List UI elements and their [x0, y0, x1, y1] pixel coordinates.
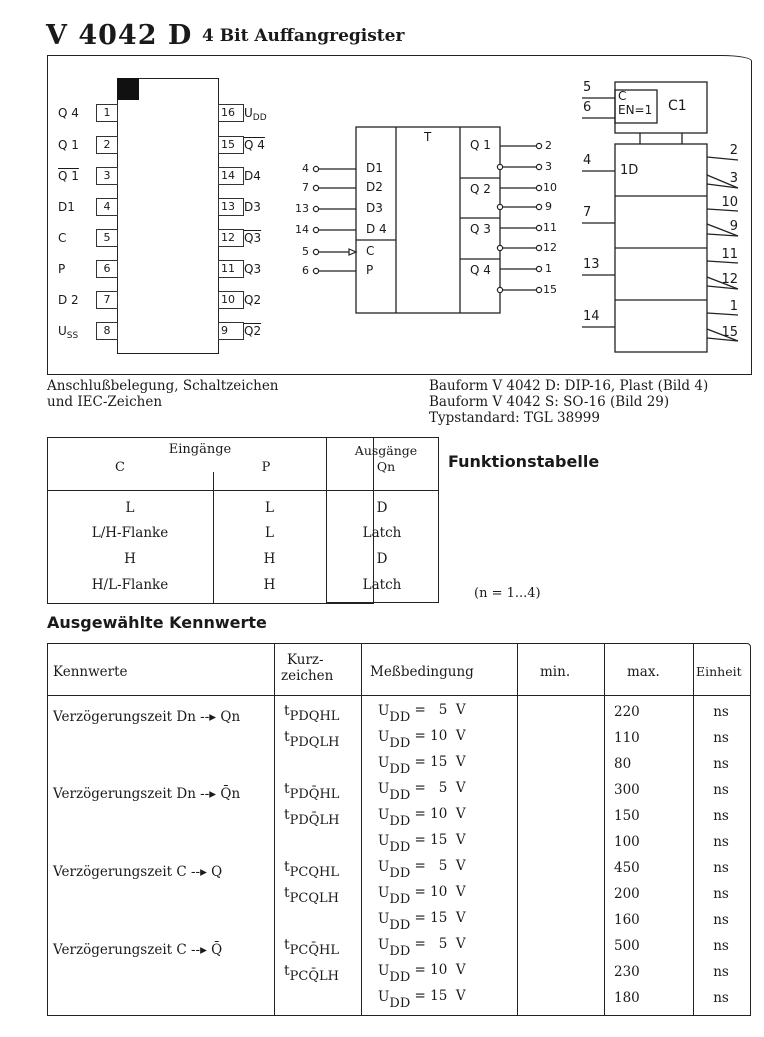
table-divider: [361, 643, 362, 1015]
data-input-pin: 14: [583, 309, 600, 324]
symbol: [284, 937, 339, 958]
cond-sub: DD: [389, 814, 411, 829]
output-label: Q 3: [470, 222, 491, 236]
pin-number: 7: [96, 291, 118, 309]
data-input-pin: 13: [583, 257, 600, 272]
table-divider: [693, 643, 694, 1015]
pin-label: Q 1: [58, 138, 79, 152]
characteristics-title: Ausgewählte Kennwerte: [47, 613, 267, 632]
part-description: 4 Bit Auffangregister: [202, 26, 405, 46]
symbol-sub: PDQHL: [289, 709, 340, 724]
cond-value: = 10 V: [414, 962, 466, 978]
header-min: min.: [540, 664, 571, 680]
symbol: [284, 859, 339, 880]
pin-label: Q2: [244, 293, 262, 307]
unit: ns: [713, 834, 729, 850]
control-block-label: C1: [668, 98, 687, 114]
max-value: 220: [614, 704, 640, 720]
output-pin: 12: [543, 241, 557, 254]
parameter-label: Verzögerungszeit C --▸ Q̄: [53, 942, 223, 958]
symbol-sub: PCQ̄HL: [289, 943, 339, 958]
unit: ns: [713, 912, 729, 928]
max-value: 110: [614, 730, 640, 746]
input-label: D2: [366, 180, 383, 194]
symbol: [284, 885, 339, 906]
cond-sub: DD: [389, 996, 411, 1011]
cond-value: = 10 V: [414, 806, 466, 822]
pin-number: 14: [218, 167, 244, 185]
table-top-border: [326, 437, 438, 438]
pin-label: Q2: [244, 324, 262, 338]
condition: [378, 754, 466, 777]
table-divider: [274, 643, 275, 1015]
cond-sub: DD: [389, 710, 411, 725]
cond-symbol: U: [378, 989, 390, 1005]
cond-symbol: U: [378, 963, 390, 979]
caption-right-line2: Bauform V 4042 S: SO-16 (Bild 29): [429, 394, 670, 410]
cond-value: = 5 V: [414, 780, 466, 796]
symbol-prefix: t: [284, 963, 290, 979]
pin-number: 16: [218, 104, 244, 122]
max-value: 150: [614, 808, 640, 824]
cond-value: = 15 V: [414, 754, 466, 770]
caption-left-line1: Anschlußbelegung, Schaltzeichen: [47, 378, 279, 394]
max-value: 450: [614, 860, 640, 876]
unit: ns: [713, 886, 729, 902]
input-pin: 14: [295, 223, 309, 236]
data-input-pin: 4: [583, 153, 592, 168]
header-max: max.: [627, 664, 660, 680]
symbol-prefix: t: [284, 859, 290, 875]
cond-symbol: U: [378, 729, 390, 745]
parameter-label: Verzögerungszeit Dn --▸ Qn: [53, 709, 241, 725]
cell-c: H: [124, 551, 136, 567]
pin-number: 10: [218, 291, 244, 309]
pin-number: 1: [96, 104, 118, 122]
header-symbol-line1: Kurz-: [287, 652, 324, 668]
pin-label: D4: [244, 169, 261, 183]
condition: [378, 806, 466, 829]
function-table-range-note: (n = 1...4): [474, 586, 541, 601]
cond-sub: DD: [389, 970, 411, 985]
input-label: C: [366, 244, 375, 258]
cond-sub: DD: [389, 866, 411, 881]
caption-right-line1: Bauform V 4042 D: DIP-16, Plast (Bild 4): [429, 378, 709, 394]
output-pin: 15: [543, 283, 557, 296]
symbol: [284, 703, 340, 724]
max-value: 180: [614, 990, 640, 1006]
header-symbol-line2: zeichen: [281, 668, 334, 684]
part-number-title: V 4042 D: [46, 20, 193, 51]
cell-c: H/L-Flanke: [91, 577, 169, 593]
function-table-title: Funktionstabelle: [448, 452, 600, 471]
cell-p: L: [265, 525, 274, 541]
cell-c: L/H-Flanke: [91, 525, 169, 541]
symbol-prefix: t: [284, 729, 290, 745]
parameter-label: Verzögerungszeit C --▸ Q: [53, 864, 223, 880]
symbol-sub: PCQLH: [289, 891, 339, 906]
table-divider: [517, 643, 518, 1015]
data-input-label: 1D: [620, 163, 639, 178]
output-label: Q 2: [470, 182, 491, 196]
unit: ns: [713, 756, 729, 772]
condition: [378, 702, 466, 725]
output-pin: 11: [543, 221, 557, 234]
cell-q: Latch: [362, 525, 402, 541]
iec-symbol-lines: [0, 0, 764, 400]
output-label: Q 4: [470, 263, 491, 277]
unit: ns: [713, 808, 729, 824]
condition: [378, 962, 466, 985]
symbol-prefix: t: [284, 703, 290, 719]
cond-sub: DD: [389, 918, 411, 933]
max-value: 100: [614, 834, 640, 850]
unit: ns: [713, 990, 729, 1006]
symbol-sub: PDQ̄LH: [289, 813, 340, 828]
output-pin: 12: [721, 272, 738, 287]
table-divider: [326, 490, 438, 491]
condition: [378, 988, 466, 1011]
pin-number: 13: [218, 198, 244, 216]
symbol-sub: PDQ̄HL: [289, 787, 340, 802]
header-p: P: [261, 460, 271, 475]
input-pin: 13: [295, 202, 309, 215]
unit: ns: [713, 964, 729, 980]
pin-label: Q 4: [244, 138, 265, 152]
latch-center-label: T: [424, 130, 432, 144]
condition: [378, 884, 466, 907]
unit: ns: [713, 860, 729, 876]
pin-label-sub: DD: [252, 113, 267, 123]
cond-sub: DD: [389, 944, 411, 959]
max-value: 500: [614, 938, 640, 954]
output-label: Q 1: [470, 138, 491, 152]
table-divider: [47, 490, 373, 491]
condition: [378, 728, 466, 751]
max-value: 300: [614, 782, 640, 798]
pin-label: D1: [58, 200, 75, 214]
input-label: P: [366, 263, 374, 277]
symbol: [284, 807, 340, 828]
pin-number: 3: [96, 167, 118, 185]
parameter-label: Verzögerungszeit Dn --▸ Q̄n: [53, 786, 241, 802]
cond-sub: DD: [389, 892, 411, 907]
condition: [378, 936, 466, 959]
cond-value: = 5 V: [414, 936, 466, 952]
cond-symbol: U: [378, 885, 390, 901]
unit: ns: [713, 938, 729, 954]
pin-label: Q 1: [58, 169, 79, 183]
input-label: D 4: [366, 222, 387, 236]
cond-value: = 15 V: [414, 910, 466, 926]
pin-label: Q 4: [58, 106, 79, 120]
symbol-prefix: t: [284, 937, 290, 953]
cond-sub: DD: [389, 736, 411, 751]
enable-input-label: EN=1: [618, 103, 653, 117]
cond-value: = 5 V: [414, 858, 466, 874]
pin-label: D 2: [58, 293, 79, 307]
max-value: 230: [614, 964, 640, 980]
symbol-sub: PDQLH: [289, 735, 340, 750]
max-value: 80: [614, 756, 632, 772]
header-unit: Einheit: [696, 664, 742, 679]
cond-sub: DD: [389, 762, 411, 777]
cell-q: Latch: [362, 577, 402, 593]
data-input-pin: 7: [583, 205, 592, 220]
header-condition: Meßbedingung: [370, 664, 474, 680]
pin-label: P: [58, 262, 66, 276]
cond-symbol: U: [378, 937, 390, 953]
input-label: D1: [366, 161, 383, 175]
table-divider: [604, 643, 605, 1015]
header-outputs: Ausgänge: [354, 443, 418, 458]
caption-right-line3: Typstandard: TGL 38999: [429, 410, 600, 426]
output-pin: 10: [543, 181, 557, 194]
cond-value: = 10 V: [414, 728, 466, 744]
unit: ns: [713, 782, 729, 798]
output-pin: 11: [721, 247, 738, 262]
cond-value: = 10 V: [414, 884, 466, 900]
symbol-prefix: t: [284, 781, 290, 797]
caption-left-line2: und IEC-Zeichen: [47, 394, 163, 410]
condition: [378, 858, 466, 881]
clock-input-label: C: [618, 89, 627, 103]
cond-value: = 15 V: [414, 832, 466, 848]
symbol: [284, 729, 340, 750]
cond-sub: DD: [389, 788, 411, 803]
condition: [378, 832, 466, 855]
cond-symbol: U: [378, 911, 390, 927]
symbol-prefix: t: [284, 807, 290, 823]
cell-q: D: [376, 500, 388, 516]
pin-label-text: U: [58, 324, 67, 338]
cond-symbol: U: [378, 703, 390, 719]
pin-number: 2: [96, 136, 118, 154]
output-pin: 9: [545, 200, 552, 213]
cell-c: L: [125, 500, 135, 516]
cond-symbol: U: [378, 833, 390, 849]
input-label: D3: [366, 201, 383, 215]
pin-number: 9: [218, 322, 244, 340]
cond-value: = 15 V: [414, 988, 466, 1004]
pin-label: Q3: [244, 262, 262, 276]
header-qn: Qn: [376, 459, 396, 474]
output-pin: 15: [721, 325, 738, 340]
header-inputs: Eingänge: [168, 442, 232, 457]
control-pin: 5: [583, 80, 592, 95]
pin-label-sub: SS: [66, 331, 79, 341]
unit: ns: [713, 704, 729, 720]
symbol-sub: PCQ̄LH: [289, 969, 339, 984]
cell-p: L: [265, 500, 274, 516]
cond-symbol: U: [378, 807, 390, 823]
pin-label-text: U: [244, 106, 253, 120]
cond-value: = 5 V: [414, 702, 466, 718]
pin-label: Q3: [244, 231, 262, 245]
cell-p: H: [263, 577, 276, 593]
cond-symbol: U: [378, 859, 390, 875]
input-pin: 4: [302, 162, 309, 175]
pin-number: 5: [96, 229, 118, 247]
pin-number: 15: [218, 136, 244, 154]
header-param: Kennwerte: [53, 664, 128, 680]
symbol: [284, 781, 340, 802]
output-pin: 9: [729, 219, 738, 234]
symbol-prefix: t: [284, 885, 290, 901]
max-value: 200: [614, 886, 640, 902]
condition: [378, 910, 466, 933]
table-bottom-border: [326, 602, 438, 603]
input-pin: 5: [302, 245, 309, 258]
symbol: [284, 963, 339, 984]
unit: ns: [713, 730, 729, 746]
max-value: 160: [614, 912, 640, 928]
characteristics-table-border: [47, 643, 751, 1016]
control-pin: 6: [583, 100, 592, 115]
cond-sub: DD: [389, 840, 411, 855]
input-pin: 7: [302, 181, 309, 194]
cond-symbol: U: [378, 781, 390, 797]
cond-symbol: U: [378, 755, 390, 771]
output-pin: 1: [545, 262, 552, 275]
output-pin: 10: [721, 195, 738, 210]
input-pin: 6: [302, 264, 309, 277]
table-divider: [47, 695, 750, 696]
output-pin: 3: [729, 171, 738, 186]
pin-number: 8: [96, 322, 118, 340]
cell-q: D: [376, 551, 388, 567]
pin-number: 4: [96, 198, 118, 216]
pin-number: 12: [218, 229, 244, 247]
output-pin: 2: [729, 143, 738, 158]
condition: [378, 780, 466, 803]
pin-label: C: [58, 231, 67, 245]
output-pin: 1: [729, 299, 738, 314]
table-right-border: [438, 437, 439, 603]
pin-label: D3: [244, 200, 261, 214]
pin-number: 6: [96, 260, 118, 278]
output-pin: 2: [545, 139, 552, 152]
output-pin: 3: [545, 160, 552, 173]
header-c: C: [115, 460, 125, 475]
cell-p: H: [263, 551, 276, 567]
pin-number: 11: [218, 260, 244, 278]
symbol-sub: PCQHL: [289, 865, 339, 880]
